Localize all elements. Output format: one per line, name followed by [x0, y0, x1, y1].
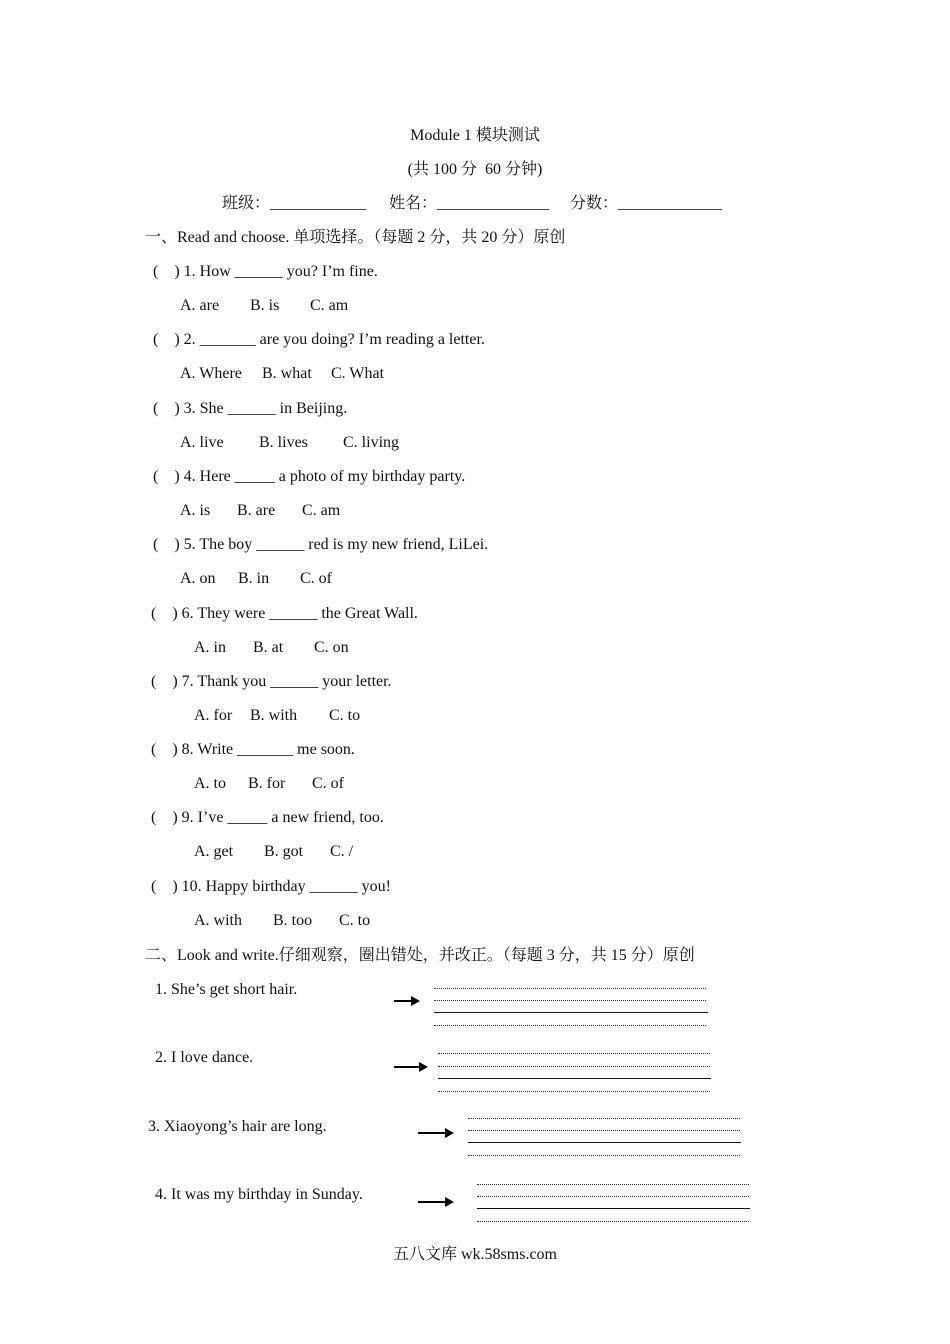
option-a[interactable]: A. get [194, 843, 234, 861]
option-a[interactable]: A. with [194, 911, 242, 929]
writing-line[interactable] [438, 1078, 711, 1079]
option-b[interactable]: B. too [273, 911, 313, 929]
options-1 [180, 296, 348, 316]
class-field[interactable]: 班级：____________ [222, 195, 367, 212]
arrow-icon [394, 995, 420, 1007]
arrow-icon [418, 1196, 454, 1208]
correction-item-3: 3. Xiaoyong’s hair are long. [148, 1118, 327, 1135]
option-b[interactable]: B. are [237, 501, 276, 519]
option-c[interactable]: C. living [343, 433, 400, 451]
option-b[interactable]: B. in [238, 570, 270, 588]
option-b[interactable]: B. what [262, 365, 312, 383]
question-8: ( ) 8. Write _______ me soon. [151, 741, 355, 759]
options-4 [180, 501, 340, 521]
name-field[interactable]: 姓名：______________ [389, 195, 550, 212]
writing-line[interactable] [468, 1142, 741, 1143]
correction-item-4: 4. It was my birthday in Sunday. [155, 1186, 363, 1203]
question-9: ( ) 9. I’ve _____ a new friend, too. [151, 809, 384, 827]
writing-line[interactable] [434, 1000, 706, 1001]
option-b[interactable]: B. is [250, 297, 280, 314]
option-c[interactable]: C. to [339, 911, 371, 929]
writing-line[interactable] [438, 1091, 710, 1092]
option-c[interactable]: C. of [300, 570, 332, 588]
correction-item-2: 2. I love dance. [155, 1049, 254, 1066]
footer-watermark: 五八文库 wk.58sms.com [392, 1246, 557, 1263]
writing-line[interactable] [438, 1066, 710, 1067]
options-7 [194, 706, 360, 726]
writing-line[interactable] [434, 1025, 706, 1026]
option-a[interactable]: A. in [194, 638, 226, 656]
section2-heading: 二、Look and write.仔细观察，圈出错处，并改正。（每题 3 分，共 15 分）原创 [145, 947, 695, 964]
section1-heading: 一、Read and choose. 单项选择。（每题 2 分，共 20 分）原创 [145, 229, 566, 246]
option-b[interactable]: B. with [250, 706, 298, 724]
option-a[interactable]: A. for [194, 706, 233, 724]
option-a[interactable]: A. Where [180, 365, 242, 383]
option-c[interactable]: C. of [312, 775, 344, 793]
option-c[interactable]: C. to [329, 706, 361, 724]
writing-line[interactable] [477, 1184, 749, 1185]
option-c[interactable]: C. What [331, 365, 385, 383]
question-1: ( ) 1. How ______ you? I’m fine. [153, 263, 378, 280]
options-6 [194, 638, 349, 658]
question-3: ( ) 3. She ______ in Beijing. [153, 399, 348, 417]
writing-line[interactable] [468, 1155, 740, 1156]
option-c[interactable]: C. am [310, 297, 349, 314]
options-2 [180, 364, 384, 384]
options-5 [180, 569, 332, 589]
option-a[interactable]: A. to [194, 775, 226, 793]
option-a[interactable]: A. live [180, 433, 224, 451]
arrow-icon [418, 1127, 454, 1139]
question-2: ( ) 2. _______ are you doing? I’m reading a letter. [153, 331, 485, 349]
writing-line[interactable] [477, 1196, 749, 1197]
option-b[interactable]: B. at [253, 638, 284, 656]
page-title: Module 1 模块测试 [410, 127, 540, 144]
option-a[interactable]: A. is [180, 501, 211, 519]
writing-line[interactable] [477, 1208, 750, 1209]
writing-line[interactable] [468, 1118, 740, 1119]
question-10: ( ) 10. Happy birthday ______ you! [151, 877, 391, 895]
score-field[interactable]: 分数：_____________ [570, 195, 723, 212]
question-7: ( ) 7. Thank you ______ your letter. [151, 672, 392, 690]
option-b[interactable]: B. got [264, 843, 304, 861]
option-b[interactable]: B. for [248, 775, 286, 793]
question-6: ( ) 6. They were ______ the Great Wall. [151, 604, 418, 622]
options-10 [194, 911, 370, 931]
arrow-icon [394, 1061, 428, 1073]
writing-line[interactable] [438, 1053, 710, 1054]
writing-line[interactable] [468, 1130, 740, 1131]
writing-line[interactable] [477, 1221, 749, 1222]
writing-line[interactable] [434, 1012, 708, 1013]
option-a[interactable]: A. are [180, 297, 220, 314]
option-c[interactable]: C. / [330, 843, 354, 861]
options-9 [194, 842, 353, 862]
options-8 [194, 774, 344, 794]
writing-line[interactable] [434, 988, 706, 989]
question-5: ( ) 5. The boy ______ red is my new friend, LiLei. [153, 536, 489, 554]
page-subtitle: (共 100 分 60 分钟) [407, 161, 543, 178]
option-c[interactable]: C. on [314, 638, 349, 656]
question-4: ( ) 4. Here _____ a photo of my birthday party. [153, 467, 466, 485]
options-3 [180, 433, 399, 453]
option-c[interactable]: C. am [302, 501, 341, 519]
option-a[interactable]: A. on [180, 570, 216, 588]
option-b[interactable]: B. lives [259, 433, 308, 451]
correction-item-1: 1. She’s get short hair. [155, 981, 298, 998]
